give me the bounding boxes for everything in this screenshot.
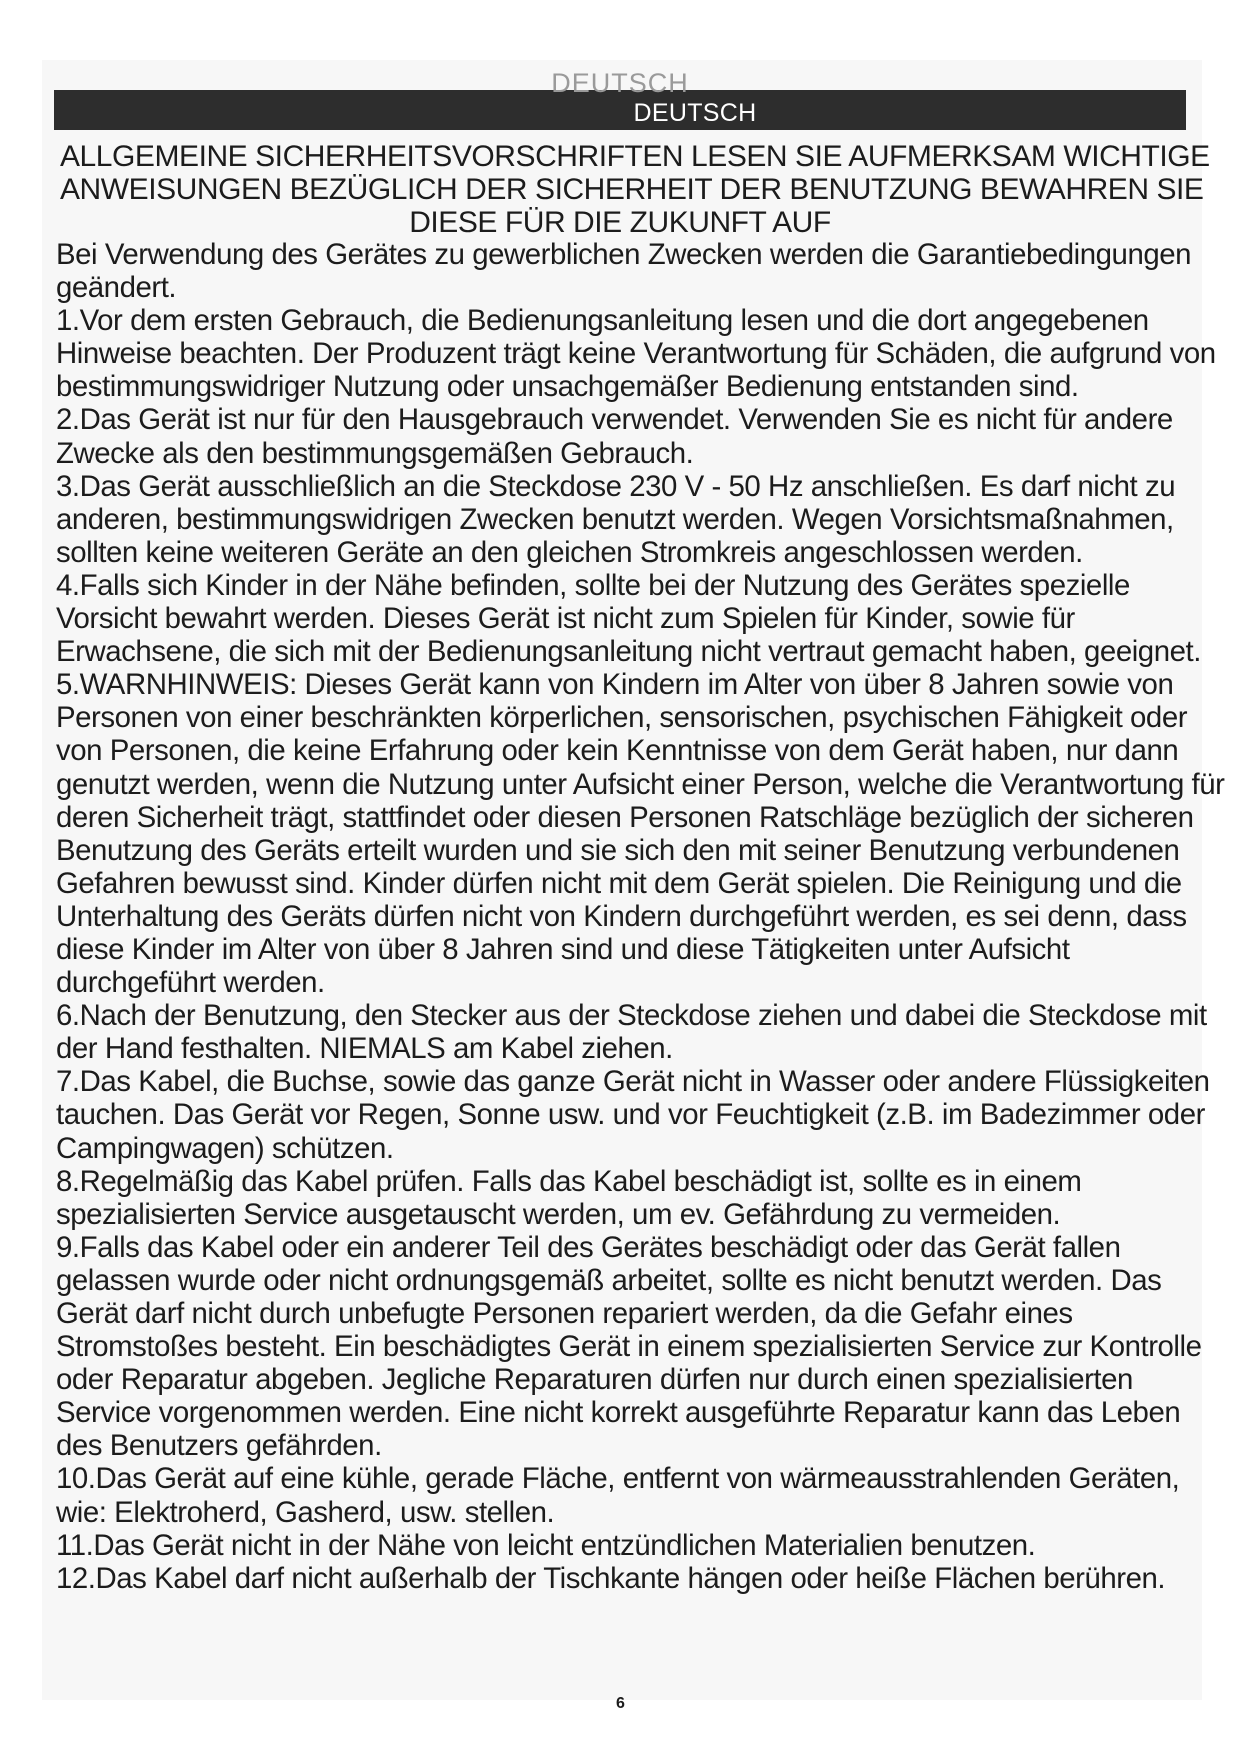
language-header-label: DEUTSCH [633,99,757,127]
text-line: Service vorgenommen werden. Eine nicht korrekt ausgeführte Reparatur kann das Leben [56,1396,1181,1430]
text-line: 4.Falls sich Kinder in der Nähe befinden, sollte bei der Nutzung des Gerätes spezielle [56,568,1130,602]
text-line: tauchen. Das Gerät vor Regen, Sonne usw. und vor Feuchtigkeit (z.B. im Badezimmer oder [56,1098,1205,1132]
text-line: deren Sicherheit trägt, stattfindet oder diesen Personen Ratschläge bezüglich der sicheren [56,800,1194,834]
text-line: Gefahren bewusst sind. Kinder dürfen nicht mit dem Gerät spielen. Die Reinigung und die [56,866,1182,900]
safety-heading-line: DIESE FÜR DIE ZUKUNFT AUF [409,206,831,239]
text-line: Stromstoßes besteht. Ein beschädigtes Gerät in einem spezialisierten Service zur Kontrolle [56,1330,1202,1364]
safety-instructions [56,238,1225,1595]
text-line: durchgeführt werden. [56,966,325,1000]
text-line: spezialisierten Service ausgetauscht werden, um ev. Gefährdung zu vermeiden. [56,1197,1061,1231]
text-line: geändert. [56,271,177,305]
text-line: Hinweise beachten. Der Produzent trägt keine Verantwortung für Schäden, die aufgrund von [56,337,1216,371]
text-line: 8.Regelmäßig das Kabel prüfen. Falls das Kabel beschädigt ist, sollte es in einem [56,1164,1082,1198]
text-line: 12.Das Kabel darf nicht außerhalb der Tischkante hängen oder heiße Flächen berühren. [56,1561,1166,1595]
text-line: Vorsicht bewahrt werden. Dieses Gerät ist nicht zum Spielen für Kinder, sowie für [56,602,1075,636]
language-header-ghost: DEUTSCH [551,68,689,98]
text-line: 1.Vor dem ersten Gebrauch, die Bedienungsanleitung lesen und die dort angegebenen [56,304,1149,338]
text-line: von Personen, die keine Erfahrung oder kein Kenntnisse von dem Gerät haben, nur dann [56,734,1179,768]
text-line: 3.Das Gerät ausschließlich an die Steckdose 230 V - 50 Hz anschließen. Es darf nicht zu [56,469,1176,503]
safety-heading [60,140,1210,239]
text-line: gelassen wurde oder nicht ordnungsgemäß arbeitet, sollte es nicht benutzt werden. Das [56,1263,1162,1297]
text-line: 10.Das Gerät auf eine kühle, gerade Fläche, entfernt von wärmeausstrahlenden Geräten, [56,1462,1180,1496]
text-line: 5.WARNHINWEIS: Dieses Gerät kann von Kindern im Alter von über 8 Jahren sowie von [56,668,1174,702]
text-line: Benutzung des Geräts erteilt wurden und sie sich den mit seiner Benutzung verbundenen [56,833,1180,867]
language-header-bar [54,68,1186,130]
text-line: anderen, bestimmungswidrigen Zwecken benutzt werden. Wegen Vorsichtsmaßnahmen, [56,502,1174,536]
text-line: des Benutzers gefährden. [56,1429,382,1463]
page-number: 6 [616,1695,625,1712]
text-line: oder Reparatur abgeben. Jegliche Reparaturen dürfen nur durch einen spezialisierten [56,1363,1133,1397]
text-line: Erwachsene, die sich mit der Bedienungsanleitung nicht vertraut gemacht haben, geeignet. [56,635,1201,669]
safety-heading-line: ANWEISUNGEN BEZÜGLICH DER SICHERHEIT DER BENUTZUNG BEWAHREN SIE [60,173,1204,206]
text-line: Unterhaltung des Geräts dürfen nicht von Kindern durchgeführt werden, es sei denn, dass [56,899,1187,933]
text-line: 6.Nach der Benutzung, den Stecker aus der Steckdose ziehen und dabei die Steckdose mit [56,999,1207,1033]
text-line: Gerät darf nicht durch unbefugte Personen repariert werden, da die Gefahr eines [56,1297,1073,1330]
safety-heading-line: ALLGEMEINE SICHERHEITSVORSCHRIFTEN LESEN SIE AUFMERKSAM WICHTIGE [60,140,1210,173]
text-line: wie: Elektroherd, Gasherd, usw. stellen. [56,1495,555,1529]
text-line: Bei Verwendung des Gerätes zu gewerblichen Zwecken werden die Garantiebedingungen [56,238,1192,271]
text-line: 7.Das Kabel, die Buchse, sowie das ganze Gerät nicht in Wasser oder andere Flüssigkeiten [56,1065,1210,1099]
text-line: bestimmungswidriger Nutzung oder unsachgemäßer Bedienung entstanden sind. [56,370,1079,404]
text-line: diese Kinder im Alter von über 8 Jahren sind und diese Tätigkeiten unter Aufsicht [56,932,1070,966]
text-line: der Hand festhalten. NIEMALS am Kabel ziehen. [56,1032,673,1066]
text-line: 9.Falls das Kabel oder ein anderer Teil des Gerätes beschädigt oder das Gerät fallen [56,1230,1121,1264]
text-line: sollten keine weiteren Geräte an den gleichen Stromkreis angeschlossen werden. [56,535,1083,569]
text-line: Zwecke als den bestimmungsgemäßen Gebrauch. [56,436,694,470]
text-line: Campingwagen) schützen. [56,1131,394,1165]
text-line: Personen von einer beschränkten körperlichen, sensorischen, psychischen Fähigkeit oder [56,701,1188,735]
text-line: genutzt werden, wenn die Nutzung unter Aufsicht einer Person, welche die Verantwortung für [56,767,1225,801]
text-line: 11.Das Gerät nicht in der Nähe von leicht entzündlichen Materialien benutzen. [56,1528,1036,1562]
text-line: 2.Das Gerät ist nur für den Hausgebrauch verwendet. Verwenden Sie es nicht für andere [56,403,1173,437]
